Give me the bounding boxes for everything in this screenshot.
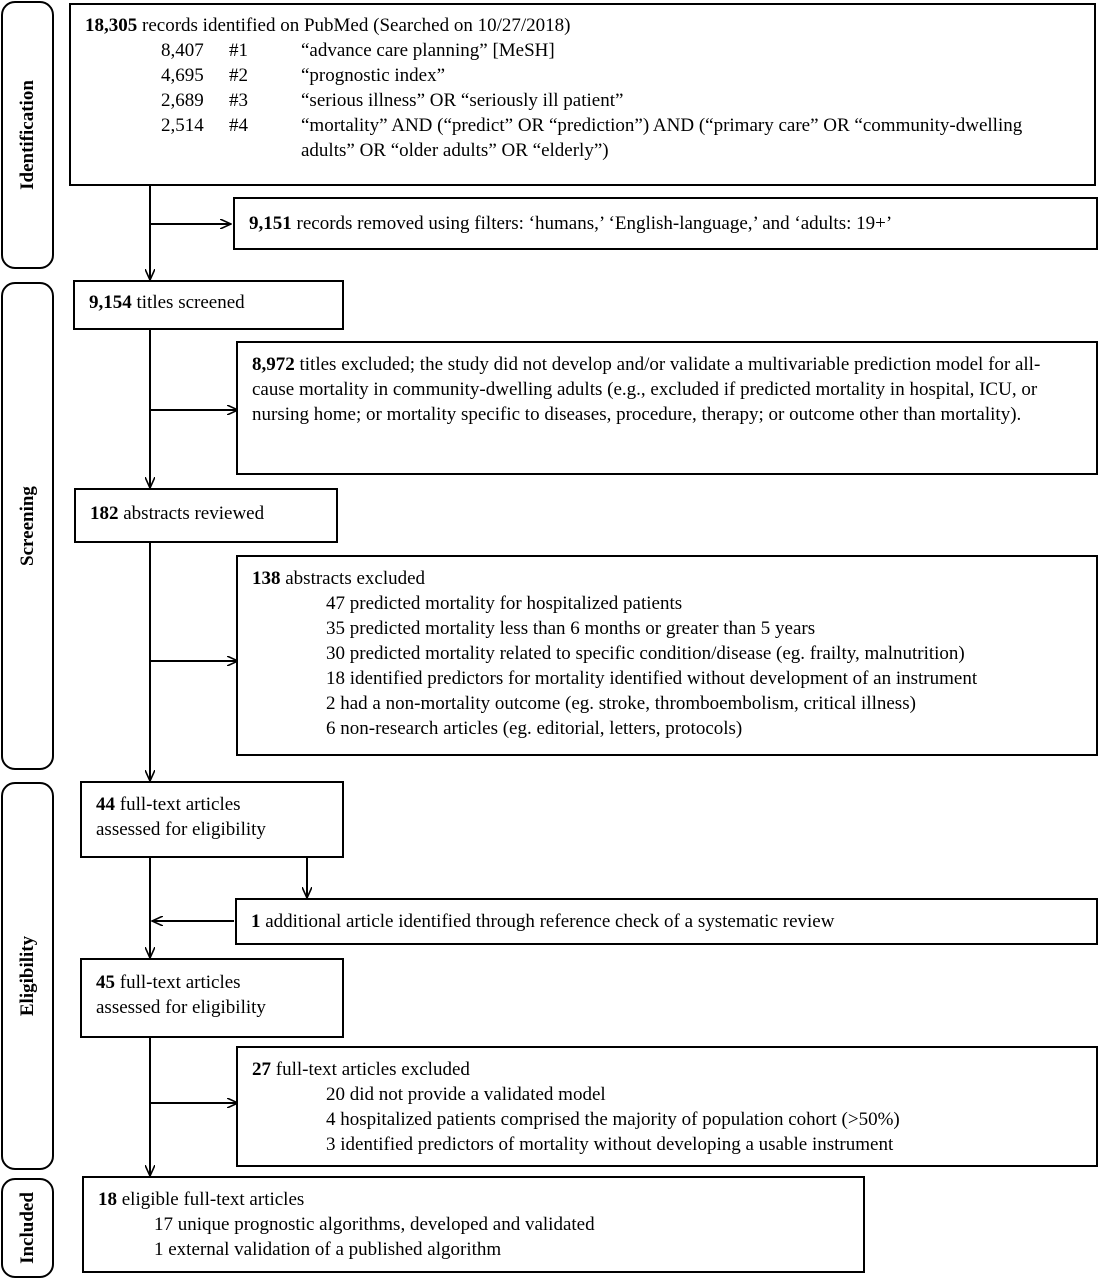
stage-eligibility [1, 782, 54, 1170]
abstracts-reviewed-text: abstracts reviewed [118, 503, 265, 524]
removed-count: 9,151 [249, 213, 292, 234]
exclusion-reason: 47 predicted mortality for hospitalized patients [326, 593, 683, 614]
titles-screened-box [73, 280, 344, 330]
fulltext-excluded-count: 27 [252, 1059, 271, 1080]
abstracts-excluded-box [236, 555, 1098, 756]
stage-included [1, 1178, 54, 1278]
query-count: 8,407 [161, 40, 204, 61]
titles-excluded-count: 8,972 [252, 354, 295, 375]
exclusion-reason: 20 did not provide a validated model [326, 1084, 606, 1105]
query-text: “prognostic index” [301, 65, 446, 86]
query-text: “serious illness” OR “seriously ill patient” [301, 90, 624, 111]
additional-text: additional article identified through reference check of a systematic review [260, 911, 835, 932]
fulltext-44-box [80, 781, 344, 858]
fulltext-45-box [80, 958, 344, 1038]
included-text: eligible full-text articles [117, 1189, 305, 1210]
removed-text: records removed using filters: ‘humans,’ ‘English-language,’ and ‘adults: 19+’ [291, 213, 893, 234]
included-item: 17 unique prognostic algorithms, developed and validated [154, 1214, 595, 1235]
titles-excluded-text: titles excluded; the study did not develop and/or validate a multivariable prediction model for all-cause mortality in community-dwelling adults (e.g., excluded if predicted mortality in hospital, ICU, or nursing home; or mortality specific to diseases, procedure, therapy; or outcome other than mortality). [252, 354, 1041, 425]
included-item: 1 external validation of a published algorithm [154, 1239, 502, 1260]
exclusion-reason: 18 identified predictors for mortality identified without development of an instrument [326, 668, 978, 689]
query-id: #1 [229, 40, 248, 61]
stage-label-included: Included [16, 1192, 38, 1264]
titles-excluded-box [236, 341, 1098, 475]
stage-label-identification: Identification [16, 80, 38, 190]
stage-screening [1, 282, 54, 770]
query-row [85, 88, 1080, 113]
abstracts-excluded-count: 138 [252, 568, 281, 589]
exclusion-reason: 35 predicted mortality less than 6 months or greater than 5 years [326, 618, 816, 639]
query-count: 2,514 [161, 115, 204, 136]
query-text: “mortality” AND (“predict” OR “prediction”) AND (“primary care” OR “community-dwelling adults” OR “older adults” OR “elderly”) [301, 115, 1023, 161]
query-row [85, 38, 1080, 63]
abstracts-reviewed-count: 182 [90, 503, 119, 524]
abstracts-excluded-text: abstracts excluded [280, 568, 426, 589]
fulltext-excluded-box [236, 1046, 1098, 1167]
fulltext-44-line1: full-text articles [115, 794, 241, 815]
included-count: 18 [98, 1189, 117, 1210]
fulltext-45-line1: full-text articles [115, 972, 241, 993]
fulltext-44-line2: assessed for eligibility [96, 819, 266, 840]
query-id: #3 [229, 90, 248, 111]
exclusion-reason: 3 identified predictors of mortality without developing a usable instrument [326, 1134, 894, 1155]
included-box [82, 1176, 865, 1273]
query-id: #4 [229, 115, 248, 136]
exclusion-reason: 30 predicted mortality related to specific condition/disease (eg. frailty, malnutrition) [326, 643, 965, 664]
fulltext-45-line2: assessed for eligibility [96, 997, 266, 1018]
exclusion-reason: 6 non-research articles (eg. editorial, letters, protocols) [326, 718, 743, 739]
fulltext-44-count: 44 [96, 794, 115, 815]
titles-screened-count: 9,154 [89, 292, 132, 313]
query-row [85, 113, 1080, 163]
identified-text: records identified on PubMed (Searched on 10/27/2018) [137, 15, 571, 36]
query-text: “advance care planning” [MeSH] [301, 40, 555, 61]
fulltext-excluded-text: full-text articles excluded [271, 1059, 470, 1080]
identified-count: 18,305 [85, 15, 138, 36]
records-identified-box [69, 3, 1096, 186]
additional-article-box [235, 898, 1098, 945]
query-id: #2 [229, 65, 248, 86]
query-row [85, 63, 1080, 88]
exclusion-reason: 4 hospitalized patients comprised the majority of population cohort (>50%) [326, 1109, 900, 1130]
additional-count: 1 [251, 911, 261, 932]
abstracts-reviewed-box [74, 488, 338, 543]
records-removed-box [233, 197, 1098, 250]
stage-label-screening: Screening [16, 486, 38, 566]
stage-label-eligibility: Eligibility [16, 935, 38, 1017]
query-count: 4,695 [161, 65, 204, 86]
query-count: 2,689 [161, 90, 204, 111]
exclusion-reason: 2 had a non-mortality outcome (eg. stroke, thromboembolism, critical illness) [326, 693, 916, 714]
titles-screened-text: titles screened [131, 292, 245, 313]
stage-identification [1, 1, 54, 269]
fulltext-45-count: 45 [96, 972, 115, 993]
